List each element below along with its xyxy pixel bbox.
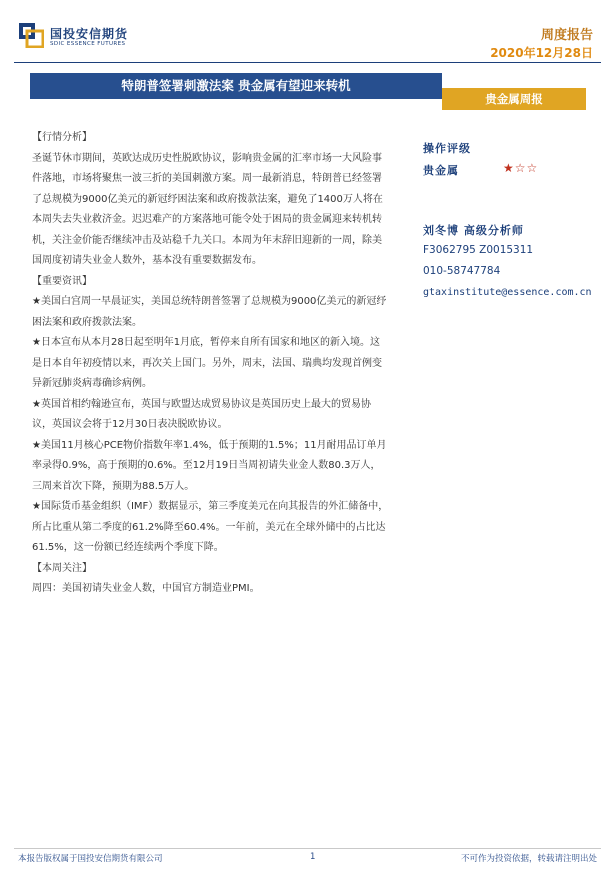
report-title: 特朗普签署刺激法案 贵金属有望迎来转机: [30, 73, 442, 99]
paragraph: 周四：美国初请失业金人数，中国官方制造业PMI。: [32, 583, 260, 594]
report-type: 周度报告: [540, 28, 593, 43]
rating-label: 操作评级: [423, 142, 471, 155]
sidebar: [423, 140, 609, 301]
report-body: [32, 128, 390, 600]
news-item: ★英国首相约翰逊宣布，英国与欧盟达成贸易协议是英国历史上最大的贸易协议，英国议会将于12月30日表决脱欧协议。: [32, 398, 371, 430]
company-logo: [18, 22, 168, 54]
news-item: ★美国11月核心PCE物价指数年率1.4%，低于预期的1.5%；11月耐用品订单月率录得0.9%，高于预期的0.6%。至12月19日当周初请失业金人数80.3万人，三周来首次下降，预期为88.5万人。: [32, 439, 387, 492]
header-divider: [14, 62, 601, 63]
rating-category: 贵金属: [423, 164, 459, 177]
rating-row: [423, 162, 609, 180]
footer-copyright: 本报告版权属于国投安信期货有限公司: [18, 854, 163, 864]
report-date: 2020年12月28日: [490, 46, 593, 60]
category-tab: 贵金属周报: [442, 88, 586, 110]
footer-disclaimer: 不可作为投资依据，转载请注明出处: [460, 854, 597, 864]
news-item: ★日本宣布从本月28日起至明年1月底，暂停来自所有国家和地区的新入境。这是日本自年初疫情以来，再次关上国门。另外，周末，法国、瑞典均发现首例变异新冠肺炎病毒确诊病例。: [32, 337, 382, 389]
analyst-name: 刘冬博 高级分析师: [423, 224, 524, 237]
section-heading: 【行情分析】: [32, 132, 92, 143]
rating-stars: ★☆☆: [503, 161, 539, 175]
logo-icon: [18, 22, 44, 48]
news-item: ★国际货币基金组织（IMF）数据显示，第三季度美元在向其报告的外汇储备中，所占比重从第二季度的61.2%降至60.4%。一年前，美元在全球外储中的占比达61.5%，这一份额已经连续两个季度下降。: [32, 501, 389, 553]
section-important-news: [32, 272, 390, 559]
paragraph: 圣诞节休市期间，英欧达成历史性脱欧协议，影响贵金属的汇率市场一大风险事件落地，市场将聚焦一波三折的美国刺激方案。周一最新消息，特朗普已经签署了总规模为9000亿美元的新冠纾困法案和政府拨款法案，避免了1400万人将在本周失去失业救济金。迟迟难产的方案落地可能令处于困局的贵金属迎来转机转机，关注金价能否继续冲击及站稳千九关口。本周为年末辞旧迎新的一周，除美国周度初请失业金人数外，基本没有重要数据发布。: [32, 152, 383, 266]
logo-text: 国投安信期货: [50, 27, 129, 41]
logo-subtext: SDIC ESSENCE FUTURES: [50, 41, 126, 47]
section-weekly-focus: [32, 559, 390, 600]
section-market-analysis: [32, 128, 390, 272]
news-item: ★美国白宫周一早晨证实，美国总统特朗普签署了总规模为9000亿美元的新冠纾困法案和政府拨款法案。: [32, 296, 387, 328]
section-heading: 【本周关注】: [32, 562, 92, 574]
analyst-phone: 010-58747784: [423, 265, 501, 277]
footer-divider: [14, 848, 601, 849]
section-heading: 【重要资讯】: [32, 275, 92, 287]
page-number: 1: [310, 852, 316, 862]
analyst-cert: F3062795 Z0015311: [423, 244, 534, 256]
analyst-email[interactable]: gtaxinstitute@essence.com.cn: [423, 287, 592, 298]
